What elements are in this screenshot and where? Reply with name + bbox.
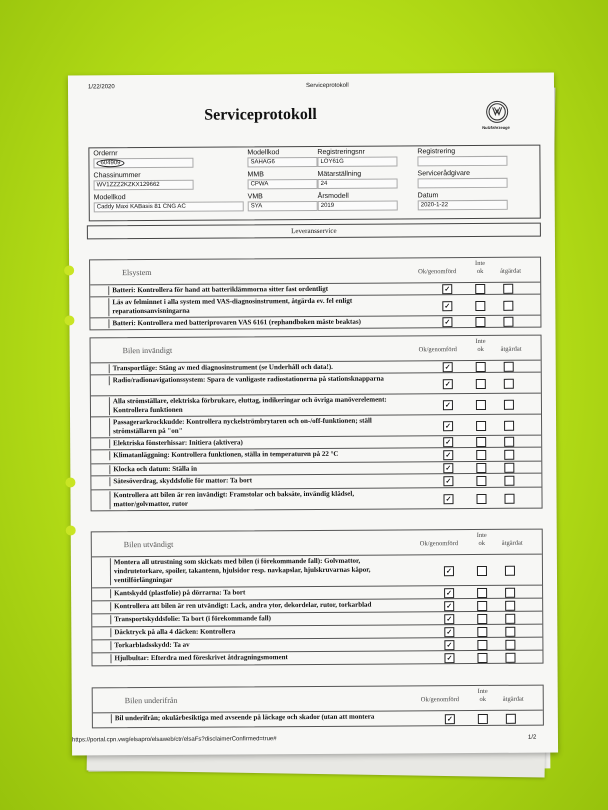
section-header bbox=[92, 530, 542, 557]
ok-checkbox[interactable]: ✓ bbox=[443, 437, 453, 447]
section-header bbox=[93, 686, 543, 713]
regnr-value: LOY61G bbox=[317, 156, 397, 166]
atgardat-checkbox[interactable] bbox=[505, 600, 515, 610]
mmb-value: CPWA bbox=[248, 179, 318, 189]
ok-checkbox[interactable]: ✓ bbox=[444, 588, 454, 598]
checklist-row bbox=[90, 294, 540, 318]
ok-checkbox[interactable]: ✓ bbox=[443, 379, 453, 389]
checklist-row bbox=[91, 487, 541, 511]
checklist-item-text: Batteri: Kontrollera för hand att batteriklämmorna sitter fast ordentligt bbox=[108, 284, 408, 295]
inte-ok-checkbox[interactable] bbox=[476, 378, 486, 388]
column-ok: Ok/genomförd bbox=[418, 346, 457, 354]
atgardat-checkbox[interactable] bbox=[504, 476, 514, 486]
column-atgardat: åtgärdat bbox=[500, 267, 522, 275]
atgardat-checkbox[interactable] bbox=[505, 626, 515, 636]
section-0 bbox=[89, 257, 541, 331]
column-atgardat: åtgärdat bbox=[502, 695, 524, 703]
atgardat-checkbox[interactable] bbox=[504, 463, 514, 473]
vmb-value: SYA bbox=[248, 201, 318, 211]
inte-ok-checkbox[interactable] bbox=[476, 362, 486, 372]
checklist-item-text: Transportskyddsfolie: Ta bort (i förekommande fall) bbox=[110, 613, 410, 624]
ok-checkbox[interactable]: ✓ bbox=[443, 400, 453, 410]
section-title: Bilen underifrån bbox=[124, 695, 178, 706]
modell-desc-value: Caddy Maxi KABasis 81 CNG AC bbox=[94, 201, 244, 212]
atgardat-checkbox[interactable] bbox=[504, 399, 514, 409]
checklist-item-text: Radio/radionavigationssystem: Spara de vanligaste radiostationerna på stationsknapparna bbox=[109, 374, 409, 385]
column-ok: Ok/genomförd bbox=[420, 696, 460, 704]
datum-field: Datum 2020-1-22 bbox=[418, 192, 508, 211]
column-ok: Ok/genomförd bbox=[418, 268, 457, 276]
ordernr-value: 604909 bbox=[96, 159, 124, 167]
ok-checkbox[interactable]: ✓ bbox=[442, 317, 452, 327]
column-inte-ok: Inte ok bbox=[474, 259, 486, 275]
ok-checkbox[interactable]: ✓ bbox=[444, 653, 454, 663]
checklist-item-text: Läs av felminnet i alla system med VAS-diagnosinstrument, åtgärda ev. fel enligt reparationsanvisningarna bbox=[108, 296, 408, 316]
section-header bbox=[90, 258, 540, 285]
inte-ok-checkbox[interactable] bbox=[475, 317, 485, 327]
inte-ok-checkbox[interactable] bbox=[476, 399, 486, 409]
checklist-item-text: Kontrollera att bilen är ren utvändigt: Lack, andra ytor, dekordelar, rutor, torkarblad bbox=[110, 600, 410, 611]
mmb-field: MMB CPWA bbox=[248, 171, 318, 189]
column-atgardat: åtgärdat bbox=[500, 345, 522, 353]
checklist-row bbox=[92, 554, 542, 588]
print-date: 1/22/2020 bbox=[87, 84, 115, 91]
section-1 bbox=[90, 335, 543, 512]
inte-ok-checkbox[interactable] bbox=[476, 476, 486, 486]
ok-checkbox[interactable]: ✓ bbox=[443, 494, 453, 504]
inte-ok-checkbox[interactable] bbox=[476, 463, 486, 473]
column-ok: Ok/genomförd bbox=[419, 540, 459, 548]
checklist-row bbox=[90, 315, 540, 330]
punch-hole bbox=[64, 315, 74, 325]
atgardat-checkbox[interactable] bbox=[503, 300, 513, 310]
registrering-field: Registrering bbox=[417, 148, 507, 167]
section-title: Bilen utvändigt bbox=[123, 539, 174, 550]
checklist-row bbox=[91, 414, 541, 438]
chassi-field: Chassinummer WV1ZZZ2KZKX129662 bbox=[94, 172, 194, 191]
arsmodell-field: Årsmodell 2019 bbox=[318, 192, 398, 210]
matar-value: 24 bbox=[318, 178, 398, 188]
ok-checkbox[interactable]: ✓ bbox=[443, 421, 453, 431]
modell-field: Modellkod Caddy Maxi KABasis 81 CNG AC bbox=[94, 193, 244, 212]
column-atgardat: åtgärdat bbox=[501, 539, 523, 547]
page-title: Serviceprotokoll bbox=[204, 105, 317, 124]
inte-ok-checkbox[interactable] bbox=[475, 300, 485, 310]
inte-ok-checkbox[interactable] bbox=[476, 450, 486, 460]
vmb-field: VMB SYA bbox=[248, 193, 318, 211]
atgardat-checkbox[interactable] bbox=[504, 493, 514, 503]
ok-checkbox[interactable]: ✓ bbox=[445, 714, 455, 724]
service-protocol-sheet bbox=[68, 73, 558, 756]
atgardat-checkbox[interactable] bbox=[505, 565, 515, 575]
inte-ok-checkbox[interactable] bbox=[478, 713, 488, 723]
ok-checkbox[interactable]: ✓ bbox=[444, 601, 454, 611]
section-header bbox=[91, 336, 541, 363]
modellkod-value: SAHAG6 bbox=[247, 157, 317, 167]
section-title: Bilen invändigt bbox=[122, 345, 173, 356]
inte-ok-checkbox[interactable] bbox=[477, 652, 487, 662]
atgardat-checkbox[interactable] bbox=[504, 362, 514, 372]
atgardat-checkbox[interactable] bbox=[504, 437, 514, 447]
atgardat-checkbox[interactable] bbox=[505, 639, 515, 649]
page-number: 1/2 bbox=[527, 734, 537, 741]
ok-checkbox[interactable]: ✓ bbox=[442, 301, 452, 311]
regnr-field: Registreringsnr LOY61G bbox=[317, 148, 397, 166]
checklist-item-text: Montera all utrustning som skickats med bilen (i förekommande fall): Golvmattor, vindrutetorkare, spoiler, takantenn, hjulsidor resp. navkapslar, hjulskruvarnas kåpor, ventilförlängningar bbox=[110, 556, 410, 585]
checklist-row bbox=[93, 710, 543, 728]
atgardat-checkbox[interactable] bbox=[504, 420, 514, 430]
checklist-item-text: Torkarbladsskydd: Ta av bbox=[110, 639, 410, 650]
ordernr-field: Ordernr 604909 bbox=[93, 150, 193, 169]
brand-text: Nutzfahrzeuge bbox=[482, 124, 510, 130]
servicerad-field: Servicerådgivare bbox=[418, 170, 508, 189]
checklist-item-text: Kantskydd (plastfolie) på dörrarna: Ta bort bbox=[110, 587, 410, 598]
footer-url: https://portal.cpn.vwg/elsapro/elsaweb/ctr/elsaFs?disclaimerConfirmed=true# bbox=[71, 736, 277, 744]
atgardat-checkbox[interactable] bbox=[503, 317, 513, 327]
atgardat-checkbox[interactable] bbox=[505, 652, 515, 662]
checklist-item-text: Elektriska fönsterhissar: Initiera (aktivera) bbox=[109, 437, 409, 448]
checklist-item-text: Hjulbultar: Efterdra med föreskrivet åtdragningsmoment bbox=[110, 652, 410, 663]
section-2 bbox=[91, 529, 544, 667]
print-header-title: Serviceprotokoll bbox=[305, 82, 349, 90]
checklist-row bbox=[91, 372, 541, 396]
arsmodell-value: 2019 bbox=[318, 200, 398, 210]
ok-checkbox[interactable]: ✓ bbox=[442, 284, 452, 294]
vehicle-info-box bbox=[88, 145, 540, 222]
atgardat-checkbox[interactable] bbox=[503, 284, 513, 294]
vw-logo-icon bbox=[488, 103, 506, 121]
checklist-item-text: Klimatanläggning: Kontrollera funktionen, ställa in temperaturen på 22 °C bbox=[109, 449, 409, 460]
ok-checkbox[interactable]: ✓ bbox=[444, 566, 454, 576]
checklist-item-text: Transportläge: Stäng av med diagnosinstrument (se Underhåll och data!). bbox=[109, 362, 409, 373]
chassi-value: WV1ZZZ2KZKX129662 bbox=[94, 180, 194, 191]
section-3 bbox=[92, 685, 544, 729]
datum-value: 2020-1-22 bbox=[418, 200, 508, 211]
checklist-item-text: Bil underifrån; okulärbesiktiga med avseende på läckage och skador (utan att montera bbox=[111, 712, 411, 723]
checklist-item-text: Däcktryck på alla 4 däcken: Kontrollera bbox=[110, 626, 410, 637]
inte-ok-checkbox[interactable] bbox=[477, 613, 487, 623]
inte-ok-checkbox[interactable] bbox=[477, 587, 487, 597]
inte-ok-checkbox[interactable] bbox=[477, 626, 487, 636]
inte-ok-checkbox[interactable] bbox=[477, 639, 487, 649]
column-inte-ok: Inte ok bbox=[477, 687, 488, 703]
ok-checkbox[interactable]: ✓ bbox=[444, 627, 454, 637]
ok-checkbox[interactable]: ✓ bbox=[443, 450, 453, 460]
atgardat-checkbox[interactable] bbox=[505, 587, 515, 597]
matar-field: Mätarställning 24 bbox=[318, 170, 398, 188]
punch-hole bbox=[66, 525, 76, 535]
checklist-row bbox=[92, 650, 542, 666]
checklist-item-text: Sätesöverdrag, skyddsfolie för mattor: Ta bort bbox=[109, 475, 409, 486]
inte-ok-checkbox[interactable] bbox=[475, 284, 485, 294]
checklist-item-text: Klocka och datum: Ställa in bbox=[109, 463, 409, 474]
inte-ok-checkbox[interactable] bbox=[477, 600, 487, 610]
leveransservice-header: Leveransservice bbox=[87, 223, 541, 240]
inte-ok-checkbox[interactable] bbox=[477, 565, 487, 575]
column-inte-ok: Inte ok bbox=[476, 531, 487, 547]
checklist-item-text: Batteri: Kontrollera med batteriprovaren VAS 6161 (rephandboken måste beaktas) bbox=[108, 317, 408, 328]
ok-checkbox[interactable]: ✓ bbox=[443, 476, 453, 486]
ok-checkbox[interactable]: ✓ bbox=[444, 640, 454, 650]
punch-hole bbox=[65, 477, 75, 487]
atgardat-checkbox[interactable] bbox=[504, 450, 514, 460]
checklist-item-text: Kontrollera att bilen är ren invändigt: Framstolar och baksäte, invändig klädsel, mattor/golvmattor, rutor bbox=[109, 489, 409, 509]
checklist-item-text: Passagerarkrockkudde: Kontrollera nyckelströmbrytaren och on-/off-funktionen; ställ strömställaren på "on" bbox=[109, 416, 409, 436]
atgardat-checkbox[interactable] bbox=[506, 713, 516, 723]
ok-checkbox[interactable]: ✓ bbox=[444, 614, 454, 624]
atgardat-checkbox[interactable] bbox=[504, 378, 514, 388]
atgardat-checkbox[interactable] bbox=[505, 613, 515, 623]
inte-ok-checkbox[interactable] bbox=[476, 437, 486, 447]
column-inte-ok: Inte ok bbox=[475, 337, 486, 353]
checklist-item-text: Alla strömställare, elektriska förbrukare, eluttag, indikeringar och övriga manöverelement: Kontrollera funktionen bbox=[109, 395, 409, 415]
modellkod-field: Modellkod SAHAG6 bbox=[247, 149, 317, 167]
ok-checkbox[interactable]: ✓ bbox=[443, 362, 453, 372]
ok-checkbox[interactable]: ✓ bbox=[443, 463, 453, 473]
inte-ok-checkbox[interactable] bbox=[476, 420, 486, 430]
checklist-row bbox=[91, 393, 541, 417]
section-title: Elsystem bbox=[122, 267, 152, 278]
inte-ok-checkbox[interactable] bbox=[476, 493, 486, 503]
punch-hole bbox=[64, 265, 74, 275]
vw-logo bbox=[486, 101, 508, 123]
